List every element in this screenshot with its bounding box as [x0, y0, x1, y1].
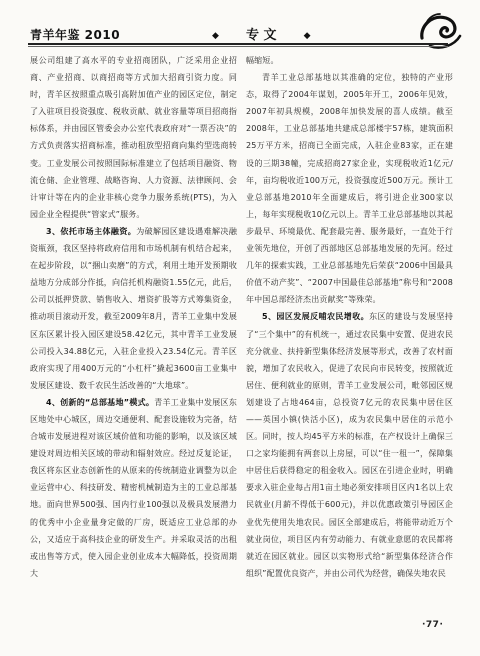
diamond-right-icon: ◆: [303, 31, 311, 41]
left-column: [30, 52, 237, 582]
paragraph-body: 东区的建设与发展坚持了“三个集中”的有机统一，通过农民集中安置、促进农民充分就业、扶持新型集体经济发展等形式，改善了农村面貌，增加了农民收入，促进了农民向市民转变，按照就近居住、便利就业的原则，青羊工业发展公司，毗邻园区规划建设了占地464亩，总投资7亿元的农民集中居住区——英国小镇(快活小区)，成为农民集中居住的示范小区。同时，按人均45平方米的标准，在产权设计上确保三口之家均能拥有两套以上房屋，可以“住一租一”，保障集中居住后获得稳定的租金收入。园区在引进企业时，明确要求入驻企业每占用1亩土地必须安排项目区内1名以上农民就业(月薪不得低于600元)，并以优惠政策引导园区企业优先使用失地农民。园区全部建成后，将能带动近万个就业岗位，项目区内有劳动能力、有就业意愿的农民都将就近在园区就业。园区以实物形式给“新型集体经济合作组织”配置优良资产，并由公司代为经营，确保失地农民: [246, 312, 454, 578]
paragraph: 展公司组建了高水平的专业招商团队，广泛采用企业招商、产业招商、以商招商等方式加大招商引资力度。同时，青羊区按照重点吸引高附加值产业的园区定位，制定了入驻项目投资强度、税收贡献、就业容量等项目招商指标体系，并由园区管委会办公室代表政府对“一票否决”的方式负责落实招商标准，推动租放型招商向集约型选商转变。工业发展公司按照国际标准建立了包括项目融资、物流仓储、企业管理、战略咨询、人力资源、法律顾问、会计审计等在内的企业非核心竞争力服务系统(PTS)，为入园企业全程提供“管家式”服务。: [30, 56, 237, 219]
diamond-left-icon: ◆: [212, 31, 219, 41]
subheading: 3、依托市场主体融资。: [46, 226, 137, 236]
subheading: 4、创新的“总部基地”模式。: [46, 397, 155, 407]
page-header: [0, 0, 480, 58]
paragraph: 青羊工业总部基地以其准确的定位，独特的产业形态，取得了2004年谋划，2005年开工，2006年见效，2007年初具规模，2008年加快发展的喜人成绩。截至2008年，工业总部基地共建成总部楼宇57栋，建筑面积25万平方米，招商已全面完成，入驻企业83家，正在建设的三期38幢，完成招商27家企业，实现税收近1亿元/年，亩均税收近100万元，投资强度近500万元。预计工业总部基地2010年全面建成后，将引进企业300家以上，每年实现税收10亿元以上。青羊工业总部基地以其起步最早、环境最优、配套最完善、服务最好，一直处于行业领先地位，开创了西部地区总部基地发展的先河。经过几年的探索实践，工业总部基地先后荣获“2006中国最具价值不动产奖”、“2007中国最佳总部基地”称号和“2008年中国总部经济杰出贡献奖”等殊荣。: [246, 73, 453, 305]
header-rule-thin: [28, 46, 448, 47]
section-label: 专 文: [245, 28, 277, 43]
paragraph-body: 为破解园区建设遇难解决融资瓶颈，我区坚持将政府信用和市场机制有机结合起来，在起步阶段，以“捆山卖磨”的方式，利用土地开发预期收益地方分成部分作抵，向信托机构融资1.55亿元，此后，公司以抵押贷款、销售收入、增资扩股等方式筹集资金，推动项目滚动开发，截至2009年8月，青羊工业集中发展区东区累计投入园区建设58.42亿元，其中青羊工业发展公司投入34.88亿元，入驻企业投入23.54亿元。青羊区政府实现了用400万元的“小杠杆”撬起3600亩工业集中发展区建设、数千农民生活改善的“大地球”。: [30, 226, 237, 390]
header-rule: [28, 43, 448, 45]
paragraph: 幅缩短。: [246, 56, 279, 65]
page-number: ·77·: [422, 620, 444, 630]
paragraph: [30, 223, 237, 394]
right-column: [246, 52, 453, 582]
subheading: 5、园区发展反哺农民增收。: [262, 312, 370, 322]
paragraph: [30, 394, 237, 582]
paragraph: [246, 308, 453, 582]
yearbook-title: 青羊年鉴 2010: [30, 28, 121, 42]
paragraph-body: 青羊工业集中发展区东区地处中心城区，周边交通便利、配套设施较为完备，结合城市发展进程对该区域价值和功能的影响，以及该区域建设对周边相关区域的带动和辐射效应。经过反复论证，我区将东区业态创新性的从原来的传统制造业调整为以企业运营中心、科技研发、精密机械制造为主的工业总部基地。面向世界500强、国内行业100强以及极具发展潜力的优秀中小企业量身定做的厂房，既适应工业总部的办公，又适应于高科技企业的研发生产。并采取灵活的出租或出售等方式，使入园企业创业成本大幅降低，投资周期大: [30, 397, 237, 578]
section-title: [212, 24, 311, 43]
